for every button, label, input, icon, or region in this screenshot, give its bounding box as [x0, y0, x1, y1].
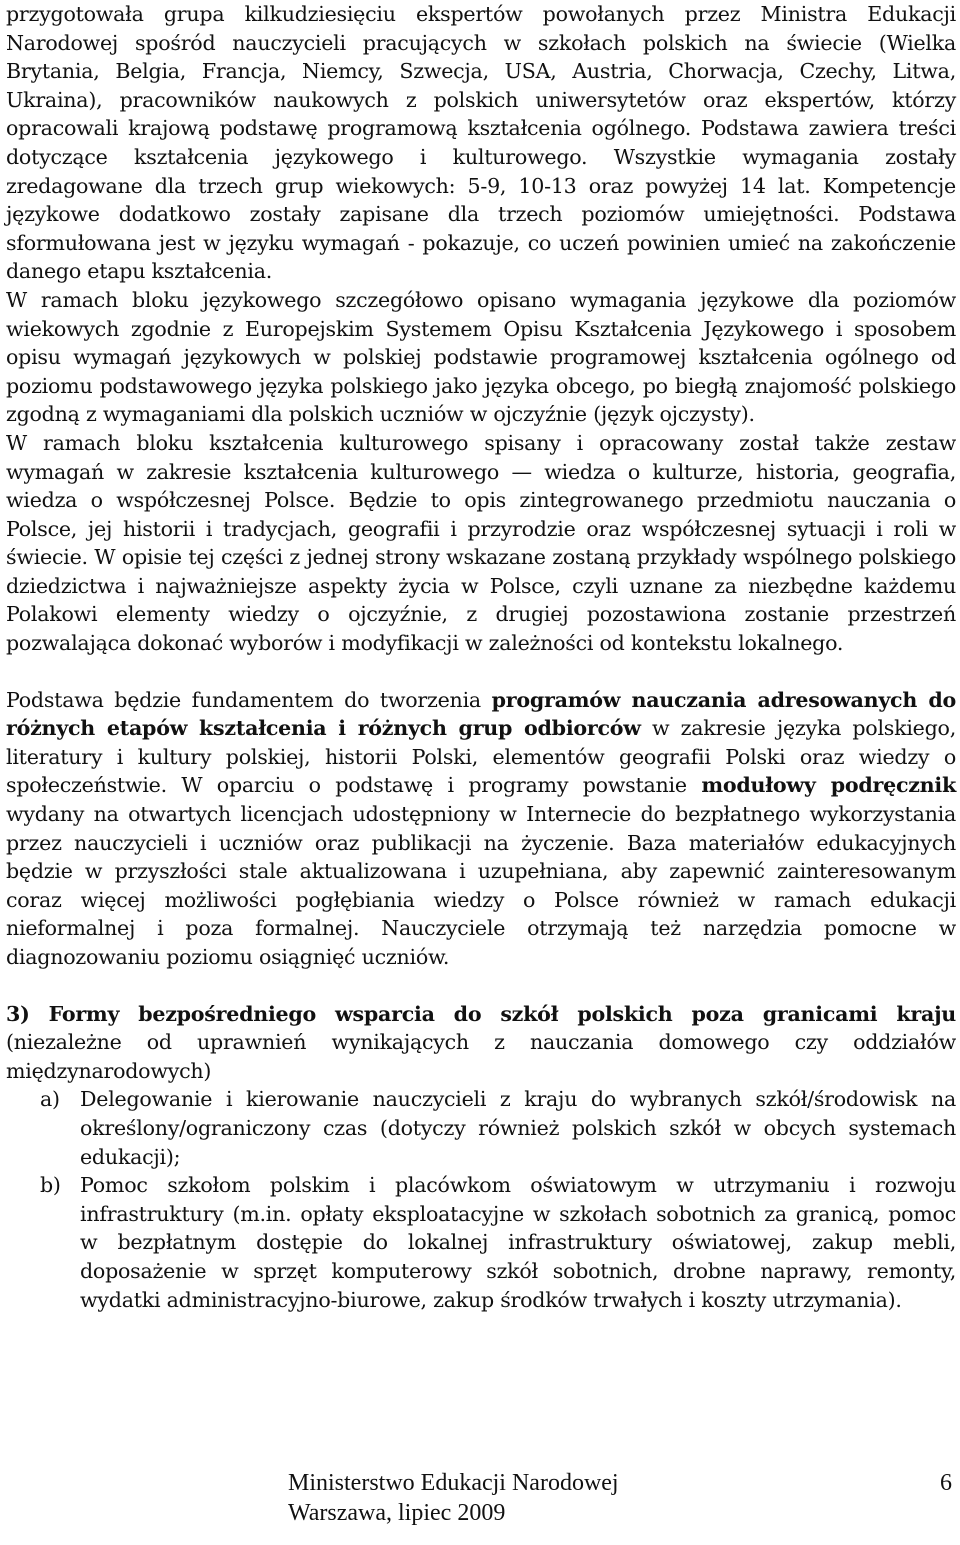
- footer-place-date: Warszawa, lipiec 2009: [288, 1500, 506, 1526]
- list-item-text: Delegowanie i kierowanie nauczycieli z kraju do wybranych szkół/środowisk na określony/ograniczony czas (dotyczy również polskich szkół w obcych systemach edukacji);: [80, 1087, 956, 1169]
- section-3-note: (niezależne od uprawnień wynikających z nauczania domowego czy oddziałów międzynarodowych): [6, 1030, 956, 1083]
- section-3-heading: 3) Formy bezpośredniego wsparcia do szkół polskich poza granicami kraju: [6, 1001, 956, 1026]
- paragraph-4-emphasis-programs: programów nauczania adresowanych do różnych etapów kształcenia i różnych grup odbiorców: [6, 687, 956, 741]
- list-item: [6, 1085, 956, 1171]
- page-number: 6: [940, 1470, 952, 1496]
- list-marker: a): [40, 1087, 60, 1112]
- paragraph-4: [6, 686, 956, 972]
- paragraph-4-emphasis-textbook: modułowy podręcznik: [701, 773, 956, 798]
- list-item: [6, 1171, 956, 1314]
- paragraph-4-middle: w zakresie języka polskiego, literatury i kultury polskiej, historii Polski, elementów geografii Polski oraz wiedzy o społeczeństwie. W oparciu o podstawę i programy powstanie: [6, 716, 956, 798]
- section-3-intro: [6, 1000, 956, 1086]
- paragraph-3: W ramach bloku kształcenia kulturowego spisany i opracowany został także zestaw wymagań w zakresie kształcenia kulturowego — wiedza o kulturze, historia, geografia, wiedza o współczesnej Polsce. Będzie to opis zintegrowanego przedmiotu nauczania o Polsce, jej historii i tradycjach, geografii i przyrodzie oraz współczesnej sytuacji i roli w świecie. W opisie tej części z jednej strony wskazane zostaną przykłady wspólnego polskiego dziedzictwa i najważniejsze aspekty życia w Polsce, czyli uznane za niezbędne każdemu Polakowi elementy wiedzy o ojczyźnie, z drugiej pozostawiona zostanie przestrzeń pozwalająca dokonać wyborów i modyfikacji w zależności od kontekstu lokalnego.: [6, 430, 956, 656]
- paragraph-2: W ramach bloku językowego szczegółowo opisano wymagania językowe dla poziomów wiekowych zgodnie z Europejskim Systemem Opisu Kształcenia Językowego i sposobem opisu wymagań językowych w polskiej podstawie programowej kształcenia ogólnego od poziomu podstawowego języka polskiego jako języka obcego, po biegłą znajomość polskiego zgodną z wymaganiami dla polskich uczniów w ojczyźnie (język ojczysty).: [6, 287, 956, 427]
- page-footer: [0, 1462, 960, 1542]
- list-marker: b): [40, 1173, 61, 1198]
- paragraph-4-intro: Podstawa będzie fundamentem do tworzenia: [6, 687, 492, 712]
- support-forms-list: [6, 1085, 956, 1314]
- footer-issuer: [288, 1468, 619, 1528]
- document-page: [6, 0, 956, 1314]
- section-gap: [6, 972, 956, 1000]
- paragraph-4-end: wydany na otwartych licencjach udostępniony w Internecie do bezpłatnego wykorzystania przez nauczycieli i uczniów oraz publikacji na życzenie. Baza materiałów edukacyjnych będzie w przyszłości stale aktualizowana i uzupełniana, aby zapewnić zainteresowanym coraz więcej możliwości pogłębiania wiedzy o Polsce również w ramach edukacji nieformalnej i poza formalnej. Nauczyciele otrzymają też narzędzia pomocne w diagnozowaniu poziomu osiągnięć uczniów.: [6, 802, 956, 969]
- paragraph-1: przygotowała grupa kilkudziesięciu ekspertów powołanych przez Ministra Edukacji Narodowej spośród nauczycieli pracujących w szkołach polskich na świecie (Wielka Brytania, Belgia, Francja, Niemcy, Szwecja, USA, Austria, Chorwacja, Czechy, Litwa, Ukraina), pracowników naukowych z polskich uniwersytetów oraz ekspertów, którzy opracowali krajową podstawę programową kształcenia ogólnego. Podstawa zawiera treści dotyczące kształcenia językowego i kulturowego. Wszystkie wymagania zostały zredagowane dla trzech grup wiekowych: 5-9, 10-13 oraz powyżej 14 lat. Kompetencje językowe dodatkowo zostały zapisane dla trzech poziomów umiejętności. Podstawa sformułowana jest w języku wymagań - pokazuje, co uczeń powinien umieć na zakończenie danego etapu kształcenia.: [6, 2, 956, 284]
- footer-ministry: Ministerstwo Edukacji Narodowej: [288, 1470, 619, 1496]
- paragraph-gap: [6, 658, 956, 686]
- list-item-text: Pomoc szkołom polskim i placówkom oświatowym w utrzymaniu i rozwoju infrastruktury (m.in. opłaty eksploatacyjne w szkołach sobotnich za granicą, pomoc w bezpłatnym dostępie do lokalnej infrastruktury oświatowej, zakup mebli, doposażenie w sprzęt komputerowy szkół sobotnich, drobne naprawy, remonty, wydatki administracyjno-biurowe, zakup środków trwałych i koszty utrzymania).: [80, 1173, 956, 1312]
